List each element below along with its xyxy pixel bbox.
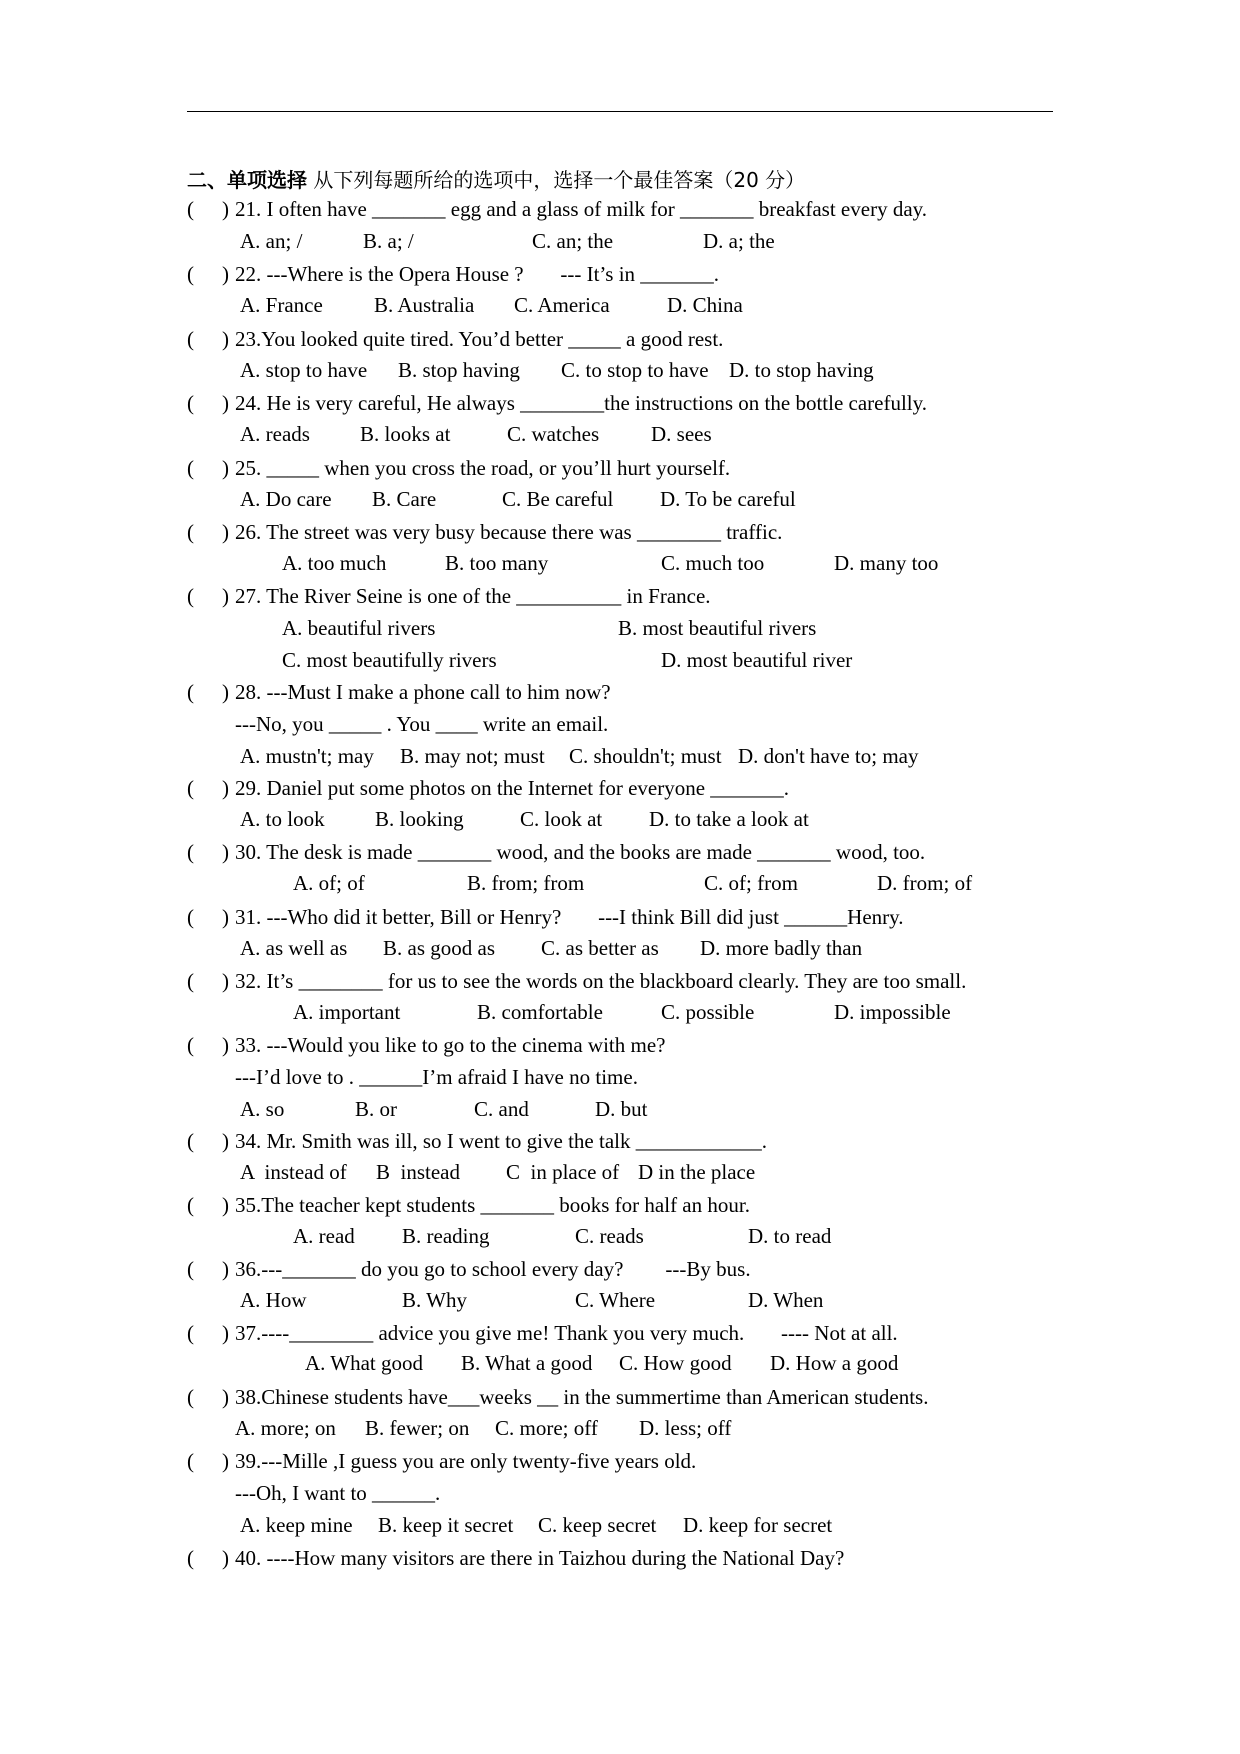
answer-bracket-close: ) [222,456,229,480]
answer-bracket-close: ) [222,1257,229,1281]
answer-option: A. of; of [293,871,365,895]
answer-bracket-open[interactable]: ( [187,1546,194,1570]
answer-bracket-open[interactable]: ( [187,905,194,929]
answer-option: A. important [293,1000,401,1024]
question-stem-reply: ---No, you _____ . You ____ write an email. [235,712,609,736]
question-stem: 26. The street was very busy because there was ________ traffic. [235,520,783,544]
answer-bracket-open[interactable]: ( [187,776,194,800]
answer-bracket-open[interactable]: ( [187,197,194,221]
answer-option: D. When [748,1288,824,1312]
answer-bracket-close: ) [222,1321,229,1345]
answer-option: A. France [240,293,323,317]
question-stem: 23.You looked quite tired. You’d better _____ a good rest. [235,327,724,351]
answer-option: A. more; on [235,1416,336,1440]
question-stem: 24. He is very careful, He always ________the instructions on the bottle carefully. [235,391,928,415]
answer-option: B. from; from [467,871,585,895]
answer-option: D. more badly than [700,936,863,960]
question-stem: 37.----________ advice you give me! Thank you very much. ---- Not at all. [235,1321,898,1345]
answer-option: B. Australia [374,293,475,317]
answer-bracket-close: ) [222,1385,229,1409]
answer-option: D. don't have to; may [738,744,919,768]
answer-bracket-close: ) [222,391,229,415]
answer-option: A. Do care [240,487,332,511]
answer-bracket-close: ) [222,969,229,993]
question-stem: 34. Mr. Smith was ill, so I went to give the talk ____________. [235,1129,767,1153]
answer-option: D. How a good [770,1351,899,1375]
answer-bracket-open[interactable]: ( [187,680,194,704]
answer-option: B. comfortable [477,1000,603,1024]
answer-option: A. mustn't; may [240,744,374,768]
answer-option: D. impossible [834,1000,951,1024]
answer-option: C in place of [506,1160,620,1184]
answer-option: A. reads [240,422,310,446]
answer-option: B. fewer; on [365,1416,470,1440]
answer-option: A. too much [282,551,387,575]
answer-option: C. look at [520,807,603,831]
answer-bracket-close: ) [222,262,229,286]
answer-option: B. may not; must [400,744,545,768]
answer-option: D in the place [638,1160,756,1184]
answer-option: B. a; / [363,229,414,253]
answer-option: B instead [376,1160,460,1184]
question-stem: 25. _____ when you cross the road, or you’ll hurt yourself. [235,456,731,480]
answer-bracket-open[interactable]: ( [187,1257,194,1281]
answer-option: D. China [667,293,743,317]
question-stem: 33. ---Would you like to go to the cinema with me? [235,1033,666,1057]
answer-option: D. less; off [639,1416,732,1440]
answer-bracket-close: ) [222,1546,229,1570]
section-title-bold: 二、单项选择 [187,168,307,192]
header-rule [187,111,1053,112]
question-stem: 27. The River Seine is one of the __________ in France. [235,584,711,608]
answer-option: B. looking [375,807,464,831]
question-stem: 40. ----How many visitors are there in Taizhou during the National Day? [235,1546,845,1570]
answer-bracket-open[interactable]: ( [187,1033,194,1057]
answer-bracket-open[interactable]: ( [187,584,194,608]
question-stem: 38.Chinese students have___weeks __ in the summertime than American students. [235,1385,929,1409]
answer-option: B. or [355,1097,397,1121]
answer-option: C. and [474,1097,529,1121]
answer-bracket-close: ) [222,520,229,544]
answer-option: C. possible [661,1000,755,1024]
question-stem-reply: ---I’d love to . ______I’m afraid I have no time. [235,1065,638,1089]
answer-option: B. most beautiful rivers [618,616,817,640]
answer-bracket-open[interactable]: ( [187,391,194,415]
question-stem: 21. I often have _______ egg and a glass of milk for _______ breakfast every day. [235,197,928,221]
answer-bracket-open[interactable]: ( [187,1129,194,1153]
question-stem: 31. ---Who did it better, Bill or Henry? ---I think Bill did just ______Henry. [235,905,904,929]
answer-option: C. watches [507,422,600,446]
answer-option: A. to look [240,807,325,831]
answer-bracket-close: ) [222,1449,229,1473]
answer-option: D. most beautiful river [661,648,853,672]
answer-bracket-open[interactable]: ( [187,969,194,993]
answer-bracket-close: ) [222,776,229,800]
question-stem: 32. It’s ________ for us to see the words on the blackboard clearly. They are too small. [235,969,967,993]
answer-option: C. shouldn't; must [569,744,722,768]
answer-option: B. Care [372,487,437,511]
answer-bracket-close: ) [222,840,229,864]
question-stem: 22. ---Where is the Opera House ? --- It’s in _______. [235,262,720,286]
answer-bracket-open[interactable]: ( [187,520,194,544]
answer-option: D. To be careful [660,487,796,511]
answer-bracket-close: ) [222,680,229,704]
answer-option: A. How [240,1288,307,1312]
section-instructions: 从下列每题所给的选项中，选择一个最佳答案（20 分） [307,168,806,192]
answer-option: D. sees [651,422,712,446]
answer-option: D. but [595,1097,648,1121]
answer-option: B. Why [402,1288,467,1312]
answer-option: B. looks at [360,422,451,446]
question-stem: 28. ---Must I make a phone call to him now? [235,680,611,704]
answer-bracket-open[interactable]: ( [187,840,194,864]
answer-option: B. What a good [461,1351,593,1375]
answer-option: C. more; off [495,1416,598,1440]
answer-option: D. to take a look at [649,807,809,831]
answer-option: C. reads [575,1224,644,1248]
question-stem: 29. Daniel put some photos on the Internet for everyone _______. [235,776,790,800]
answer-option: B. too many [445,551,549,575]
section-heading [187,164,805,193]
answer-bracket-open[interactable]: ( [187,456,194,480]
answer-bracket-open[interactable]: ( [187,1385,194,1409]
answer-bracket-close: ) [222,584,229,608]
answer-option: A. What good [305,1351,424,1375]
answer-option: A. read [293,1224,355,1248]
answer-bracket-close: ) [222,905,229,929]
answer-option: A. beautiful rivers [282,616,436,640]
question-stem: 36.---_______ do you go to school every day? ---By bus. [235,1257,751,1281]
answer-option: C. an; the [532,229,614,253]
answer-option: B. reading [402,1224,490,1248]
answer-option: C. most beautifully rivers [282,648,497,672]
answer-bracket-open[interactable]: ( [187,1321,194,1345]
answer-option: D. to stop having [729,358,874,382]
question-stem: 39.---Mille ,I guess you are only twenty-five years old. [235,1449,697,1473]
answer-option: A. an; / [240,229,303,253]
answer-bracket-open[interactable]: ( [187,1193,194,1217]
answer-bracket-open[interactable]: ( [187,262,194,286]
answer-option: D. a; the [703,229,775,253]
answer-option: D. from; of [877,871,973,895]
answer-bracket-open[interactable]: ( [187,327,194,351]
answer-bracket-open[interactable]: ( [187,1449,194,1473]
answer-bracket-close: ) [222,197,229,221]
answer-bracket-close: ) [222,1033,229,1057]
answer-option: C. How good [619,1351,732,1375]
question-stem: 30. The desk is made _______ wood, and the books are made _______ wood, too. [235,840,926,864]
answer-option: C. Where [575,1288,656,1312]
answer-option: C. much too [661,551,765,575]
question-stem: 35.The teacher kept students _______ books for half an hour. [235,1193,750,1217]
answer-option: A. as well as [240,936,348,960]
answer-option: C. keep secret [538,1513,657,1537]
answer-option: A. so [240,1097,285,1121]
answer-option: B. keep it secret [378,1513,514,1537]
answer-option: D. to read [748,1224,832,1248]
answer-option: B. as good as [383,936,495,960]
answer-option: C. of; from [704,871,798,895]
answer-option: C. Be careful [502,487,614,511]
answer-option: D. keep for secret [683,1513,833,1537]
answer-option: C. as better as [541,936,659,960]
answer-option: C. to stop to have [561,358,709,382]
answer-bracket-close: ) [222,327,229,351]
answer-option: A. stop to have [240,358,368,382]
answer-option: C. America [514,293,610,317]
answer-option: A. keep mine [240,1513,353,1537]
answer-option: B. stop having [398,358,520,382]
answer-option: A instead of [240,1160,347,1184]
answer-option: D. many too [834,551,939,575]
answer-bracket-close: ) [222,1193,229,1217]
answer-bracket-close: ) [222,1129,229,1153]
question-stem-reply: ---Oh, I want to ______. [235,1481,441,1505]
